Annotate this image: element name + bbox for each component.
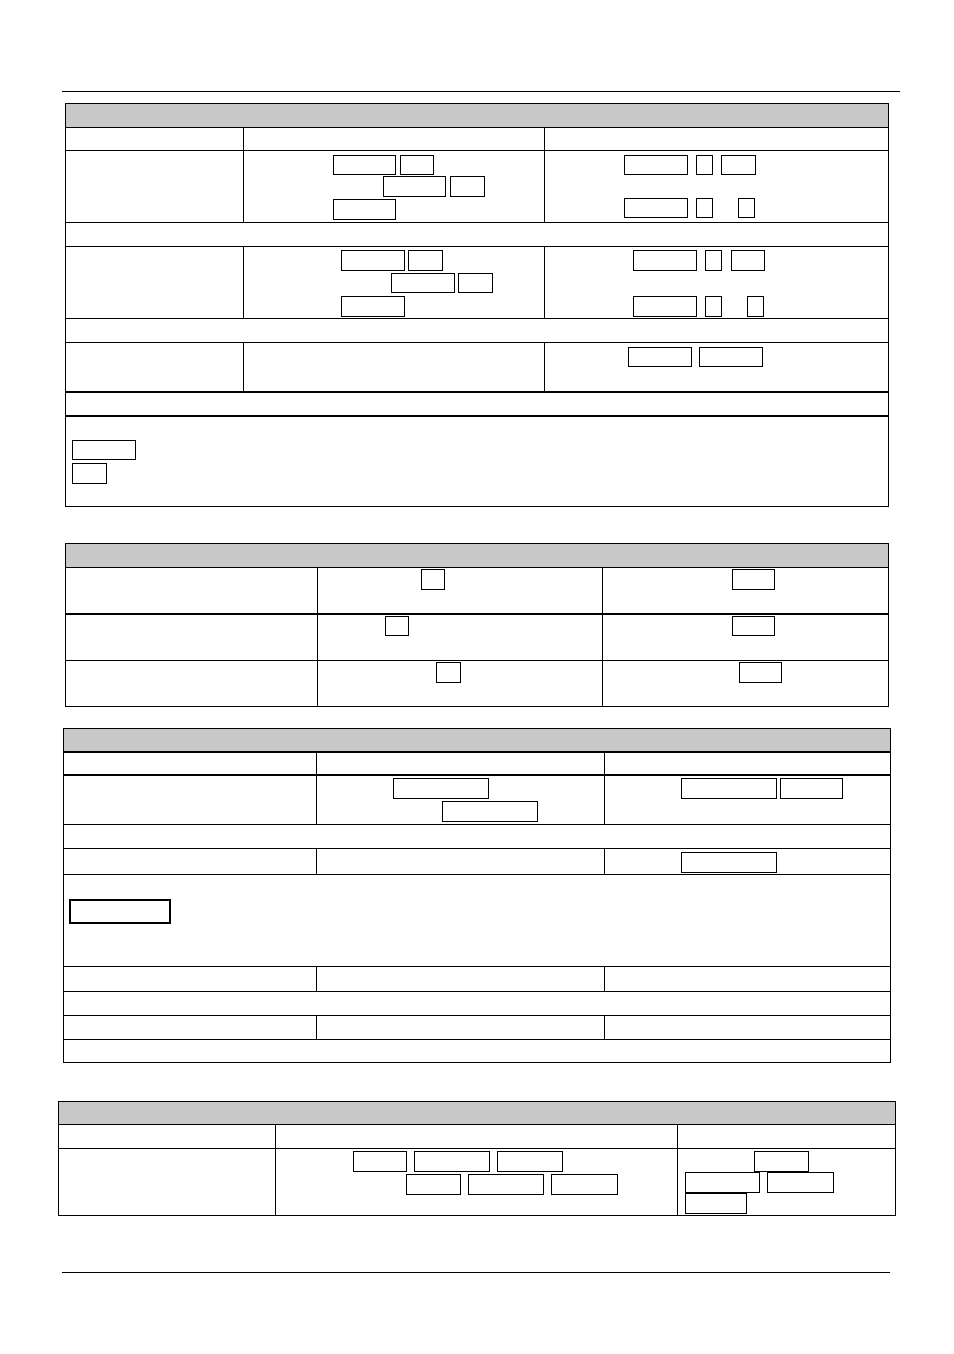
field-box[interactable] [767, 1172, 834, 1193]
field-box[interactable] [69, 899, 171, 924]
field-box[interactable] [442, 801, 538, 822]
field-box[interactable] [696, 155, 713, 175]
field-box[interactable] [681, 778, 777, 799]
field-box[interactable] [421, 569, 445, 590]
field-box[interactable] [685, 1172, 760, 1193]
column-divider [316, 849, 317, 875]
row-divider [64, 966, 890, 967]
field-box[interactable] [681, 852, 777, 873]
row-divider [66, 660, 888, 661]
column-divider [604, 849, 605, 875]
field-box[interactable] [385, 616, 409, 636]
row-divider [66, 222, 888, 223]
field-box[interactable] [341, 296, 405, 317]
table-2 [65, 543, 889, 707]
column-divider [677, 1125, 678, 1216]
field-box[interactable] [738, 198, 755, 218]
column-divider [317, 567, 318, 707]
row-divider [66, 342, 888, 343]
column-divider [544, 247, 545, 319]
field-box[interactable] [705, 296, 722, 317]
field-box[interactable] [72, 440, 136, 460]
field-box[interactable] [624, 198, 688, 218]
field-box[interactable] [754, 1151, 809, 1172]
field-box[interactable] [739, 662, 782, 683]
row-divider [64, 1039, 890, 1040]
column-divider [243, 127, 244, 223]
column-divider [275, 1125, 276, 1216]
field-box[interactable] [393, 778, 489, 799]
field-box[interactable] [406, 1174, 461, 1195]
field-box[interactable] [391, 273, 455, 293]
field-box[interactable] [400, 155, 434, 175]
column-divider [243, 343, 244, 392]
field-box[interactable] [721, 155, 756, 175]
column-divider [544, 343, 545, 392]
column-divider [604, 1016, 605, 1040]
field-box[interactable] [633, 250, 697, 271]
field-box[interactable] [341, 250, 405, 271]
field-box[interactable] [383, 176, 446, 197]
field-box[interactable] [414, 1151, 490, 1172]
field-box[interactable] [731, 250, 765, 271]
field-box[interactable] [747, 296, 764, 317]
table-2-header [66, 544, 888, 568]
field-box[interactable] [699, 347, 763, 367]
table-3-header [64, 729, 890, 752]
row-divider [66, 318, 888, 319]
row-divider [66, 613, 888, 615]
row-divider [66, 391, 888, 393]
column-divider [243, 247, 244, 319]
field-box[interactable] [458, 273, 493, 293]
field-box[interactable] [780, 778, 843, 799]
field-box[interactable] [685, 1193, 747, 1214]
column-divider [316, 967, 317, 992]
row-divider [64, 991, 890, 992]
column-divider [602, 567, 603, 707]
field-box[interactable] [333, 199, 396, 220]
field-box[interactable] [468, 1174, 544, 1195]
row-divider [64, 751, 890, 753]
field-box[interactable] [551, 1174, 618, 1195]
field-box[interactable] [408, 250, 443, 271]
field-box[interactable] [696, 198, 713, 218]
column-divider [544, 127, 545, 223]
row-divider [64, 1015, 890, 1016]
field-box[interactable] [72, 463, 107, 484]
column-divider [316, 752, 317, 825]
field-box[interactable] [436, 662, 461, 683]
field-box[interactable] [628, 347, 692, 367]
field-box[interactable] [333, 155, 396, 175]
table-4 [58, 1101, 896, 1216]
table-1 [65, 103, 889, 507]
row-divider [64, 848, 890, 849]
row-divider [64, 874, 890, 875]
column-divider [604, 752, 605, 825]
field-box[interactable] [732, 616, 775, 636]
row-divider [66, 415, 888, 417]
field-box[interactable] [497, 1151, 563, 1172]
row-divider [66, 150, 888, 151]
field-box[interactable] [353, 1151, 407, 1172]
table-1-header [66, 104, 888, 128]
field-box[interactable] [732, 569, 775, 590]
table-3 [63, 728, 891, 1063]
row-divider [66, 246, 888, 247]
page-header-rule [62, 91, 900, 92]
table-4-header [59, 1102, 895, 1125]
column-divider [604, 967, 605, 992]
field-box[interactable] [624, 155, 688, 175]
row-divider [64, 774, 890, 776]
row-divider [64, 824, 890, 825]
row-divider [59, 1148, 895, 1149]
field-box[interactable] [450, 176, 485, 197]
column-divider [316, 1016, 317, 1040]
field-box[interactable] [705, 250, 722, 271]
page-footer-rule [62, 1272, 890, 1273]
field-box[interactable] [633, 296, 697, 317]
